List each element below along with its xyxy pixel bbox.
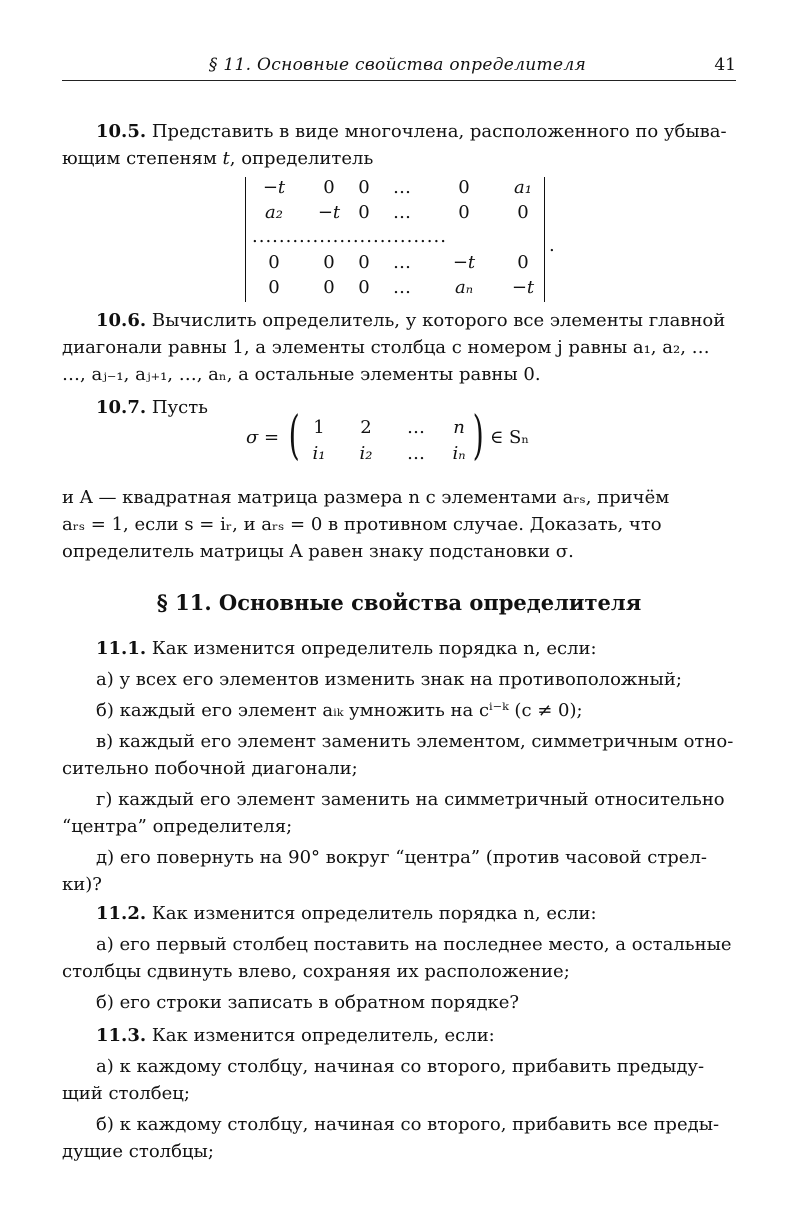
problem-number: 11.3. [96,1025,147,1046]
item-a: а) у всех его элементов изменить знак на противоположный; [96,669,682,690]
item-a-cont: столбцы сдвинуть влево, сохраняя их расположение; [62,961,570,982]
right-paren: ) [472,406,484,466]
problem-11-3 [62,1022,736,1165]
problem-number: 11.1. [96,638,147,659]
matrix-cell: … [393,202,411,223]
text-line: Вычислить определитель, у которого все элементы главной [151,310,726,331]
text-line: ющим степеням [62,148,223,169]
matrix-cell: 0 [358,277,370,298]
matrix-row [246,202,544,227]
section-title: § 11. Основные свойства определителя [156,590,642,615]
item-d-cont: “центра” определителя; [62,816,293,837]
text-line: Пусть [151,397,208,418]
perm-cell: 2 [360,417,372,438]
matrix-cell: −t [317,202,341,223]
matrix-cell: … [393,277,411,298]
matrix-cell: 0 [358,252,370,273]
problem-11-2 [62,900,736,1016]
perm-cell: … [407,417,425,438]
perm-cell: iₙ [452,443,466,464]
matrix-cell: … [393,252,411,273]
matrix-cell: 0 [517,252,529,273]
item-a: а) к каждому столбцу, начиная со второго, прибавить предыду- [96,1056,705,1077]
problem-number: 11.2. [96,903,147,924]
matrix-cell: −t [452,252,476,273]
sigma-label: σ = [246,427,280,448]
running-header [62,52,736,81]
page-number: 41 [714,55,736,75]
belongs-to: ∈ Sₙ [490,427,530,448]
text-line: , определитель [229,148,374,169]
matrix-row [246,177,544,202]
text-line: и A — квадратная матрица размера n с элементами aᵣₛ, причём [62,487,670,508]
matrix-cell: −t [262,177,286,198]
matrix-cell: 0 [268,277,280,298]
item-b: б) к каждому столбцу, начиная со второго, прибавить все преды- [96,1114,720,1135]
text-line: Как изменится определитель порядка n, если: [151,903,597,924]
problem-10-5 [62,118,736,172]
problem-11-1 [62,635,736,898]
matrix-row [246,277,544,302]
item-e: д) его повернуть на 90° вокруг “центра” (против часовой стрел- [96,847,707,868]
text-line: определитель матрицы A равен знаку подстановки σ. [62,541,574,562]
item-e-cont: ки)? [62,874,102,895]
permutation [246,406,546,472]
matrix-cell: 0 [268,252,280,273]
matrix-cell: 0 [323,277,335,298]
problem-10-7-body [62,484,736,565]
perm-cell: i₂ [359,443,373,464]
matrix-cell: 0 [323,252,335,273]
text-line: aᵣₛ = 1, если s = iᵣ, и aᵣₛ = 0 в противном случае. Доказать, что [62,514,662,535]
determinant-period: . [549,235,555,256]
text-line: диагонали равны 1, а элементы столбца с номером j равны a₁, a₂, … [62,337,710,358]
matrix-cell: aₙ [454,277,474,298]
perm-cell: … [407,443,425,464]
matrix-cell: 0 [458,177,470,198]
item-a-cont: щий столбец; [62,1083,190,1104]
problem-number: 10.7. [96,397,147,418]
item-d: г) каждый его элемент заменить на симметричный относительно [96,789,725,810]
matrix-dots-row: ............................. [252,227,447,247]
matrix-row [246,252,544,277]
determinant [245,177,545,302]
item-b-cont: дущие столбцы; [62,1141,214,1162]
matrix-cell: 0 [323,177,335,198]
text-line: …, aⱼ₋₁, aⱼ₊₁, …, aₙ, а остальные элементы равны 0. [62,364,541,385]
matrix-cell: … [393,177,411,198]
item-b: б) каждый его элемент aᵢₖ умножить на cⁱ⁻ᵏ (c ≠ 0); [96,700,583,721]
matrix-cell: 0 [358,177,370,198]
item-c: в) каждый его элемент заменить элементом, симметричным отно- [96,731,734,752]
perm-cell: n [453,417,465,438]
problem-number: 10.5. [96,121,147,142]
perm-cell: i₁ [312,443,326,464]
running-title: § 11. Основные свойства определителя [208,55,586,75]
math-var: t [222,148,230,169]
left-paren: ( [288,406,300,466]
matrix-cell: 0 [517,202,529,223]
matrix-cell: a₁ [514,177,532,198]
item-c-cont: сительно побочной диагонали; [62,758,358,779]
item-b: б) его строки записать в обратном порядке? [96,992,520,1013]
matrix-cell: a₂ [265,202,283,223]
matrix-cell: −t [511,277,535,298]
matrix-cell: 0 [458,202,470,223]
problem-10-6 [62,307,736,388]
problem-number: 10.6. [96,310,147,331]
item-a: а) его первый столбец поставить на последнее место, а остальные [96,934,732,955]
text-line: Как изменится определитель, если: [151,1025,495,1046]
text-line: Представить в виде многочлена, расположенного по убыва- [151,121,727,142]
text-line: Как изменится определитель порядка n, если: [151,638,597,659]
page [62,52,736,1162]
perm-cell: 1 [313,417,325,438]
matrix-cell: 0 [358,202,370,223]
